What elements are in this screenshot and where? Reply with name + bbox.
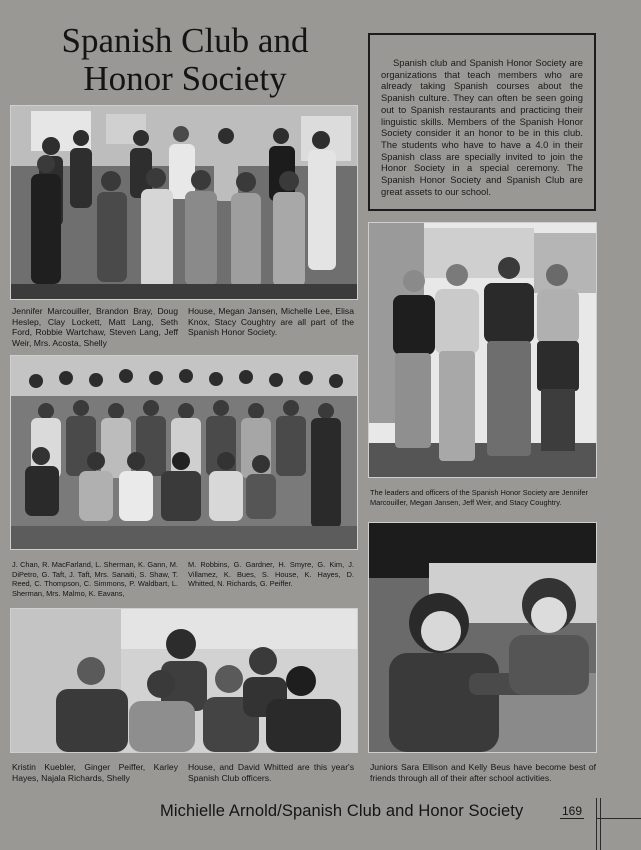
intro-box: Spanish club and Spanish Honor Society are organizations that teach members who are already taking Spanish courses about the Spanish culture. They can often be seen going out to Spanish restaurants and practicing their linguistic skills. Members of the Spanish Honor Society consider it an honor to be in this club. The students who have to have a 4.0 in their Spanish class are specially invited to join the Honor Society in a special ceremony. The Spanish Honor Society and Spanish Club are great assets to our school. [368, 33, 596, 211]
juniors-photo [368, 522, 597, 753]
footer-divider-2 [600, 798, 601, 850]
honor-society-group-photo [10, 105, 358, 300]
leaders-caption: The leaders and officers of the Spanish Honor Society are Jennifer Marcouiller, Megan Jansen, Jeff Weir, and Stacy Coughtry. [370, 488, 589, 507]
spanish-club-caption-col2: M. Robbins, G. Gardner, H. Smyre, G. Kim, J. Villamez, K. Bues, S. House, K. Hayes, D. Whitted, N. Richards, G. Peiffer. [188, 560, 354, 588]
title-line-1: Spanish Club and [61, 21, 309, 60]
honor-society-caption [12, 306, 354, 348]
officers-caption-col1: Kristin Kuebler, Ginger Peiffer, Karley Hayes, Najala Richards, Shelly [12, 762, 178, 783]
spanish-club-caption-col1: J. Chan, R. MacFarland, L. Sherman, K. Gann, M. DiPetro, G. Taft, J. Taft, Mrs. Sanaiti, S. Shaw, T. Reed, C. Thompson, C. Simmons, P. Waldbart, L. Sherman, Mrs. Malmo, K. Eavans, [12, 560, 178, 598]
honor-society-caption-col2: House, Megan Jansen, Michelle Lee, Elisa Knox, Stacy Coughtry are all part of the Spanish Honor Society. [188, 306, 354, 337]
spanish-club-officers-photo [10, 608, 358, 753]
footer-rule [596, 818, 641, 819]
honor-society-caption-col1: Jennifer Marcouiller, Brandon Bray, Doug Heslep, Clay Lockett, Matt Lang, Seth Ford, Robbie Wartchaw, Steven Lang, Jeff Weir, Mrs. Acosta, Shelly [12, 306, 178, 348]
juniors-caption: Juniors Sara Ellison and Kelly Beus have become best of friends through all of their after school activities. [370, 762, 596, 783]
officers-caption [12, 762, 354, 783]
spanish-club-caption [12, 560, 354, 598]
title-line-2: Honor Society [83, 59, 287, 98]
leaders-photo [368, 222, 597, 478]
spanish-club-group-photo [10, 355, 358, 550]
footer-divider [596, 798, 597, 850]
footer-credit: Michielle Arnold/Spanish Club and Honor Society [160, 802, 524, 820]
page-title [20, 22, 350, 98]
page-number: 169 [562, 804, 583, 818]
officers-caption-col2: House, and David Whitted are this year's Spanish Club officers. [188, 762, 354, 783]
